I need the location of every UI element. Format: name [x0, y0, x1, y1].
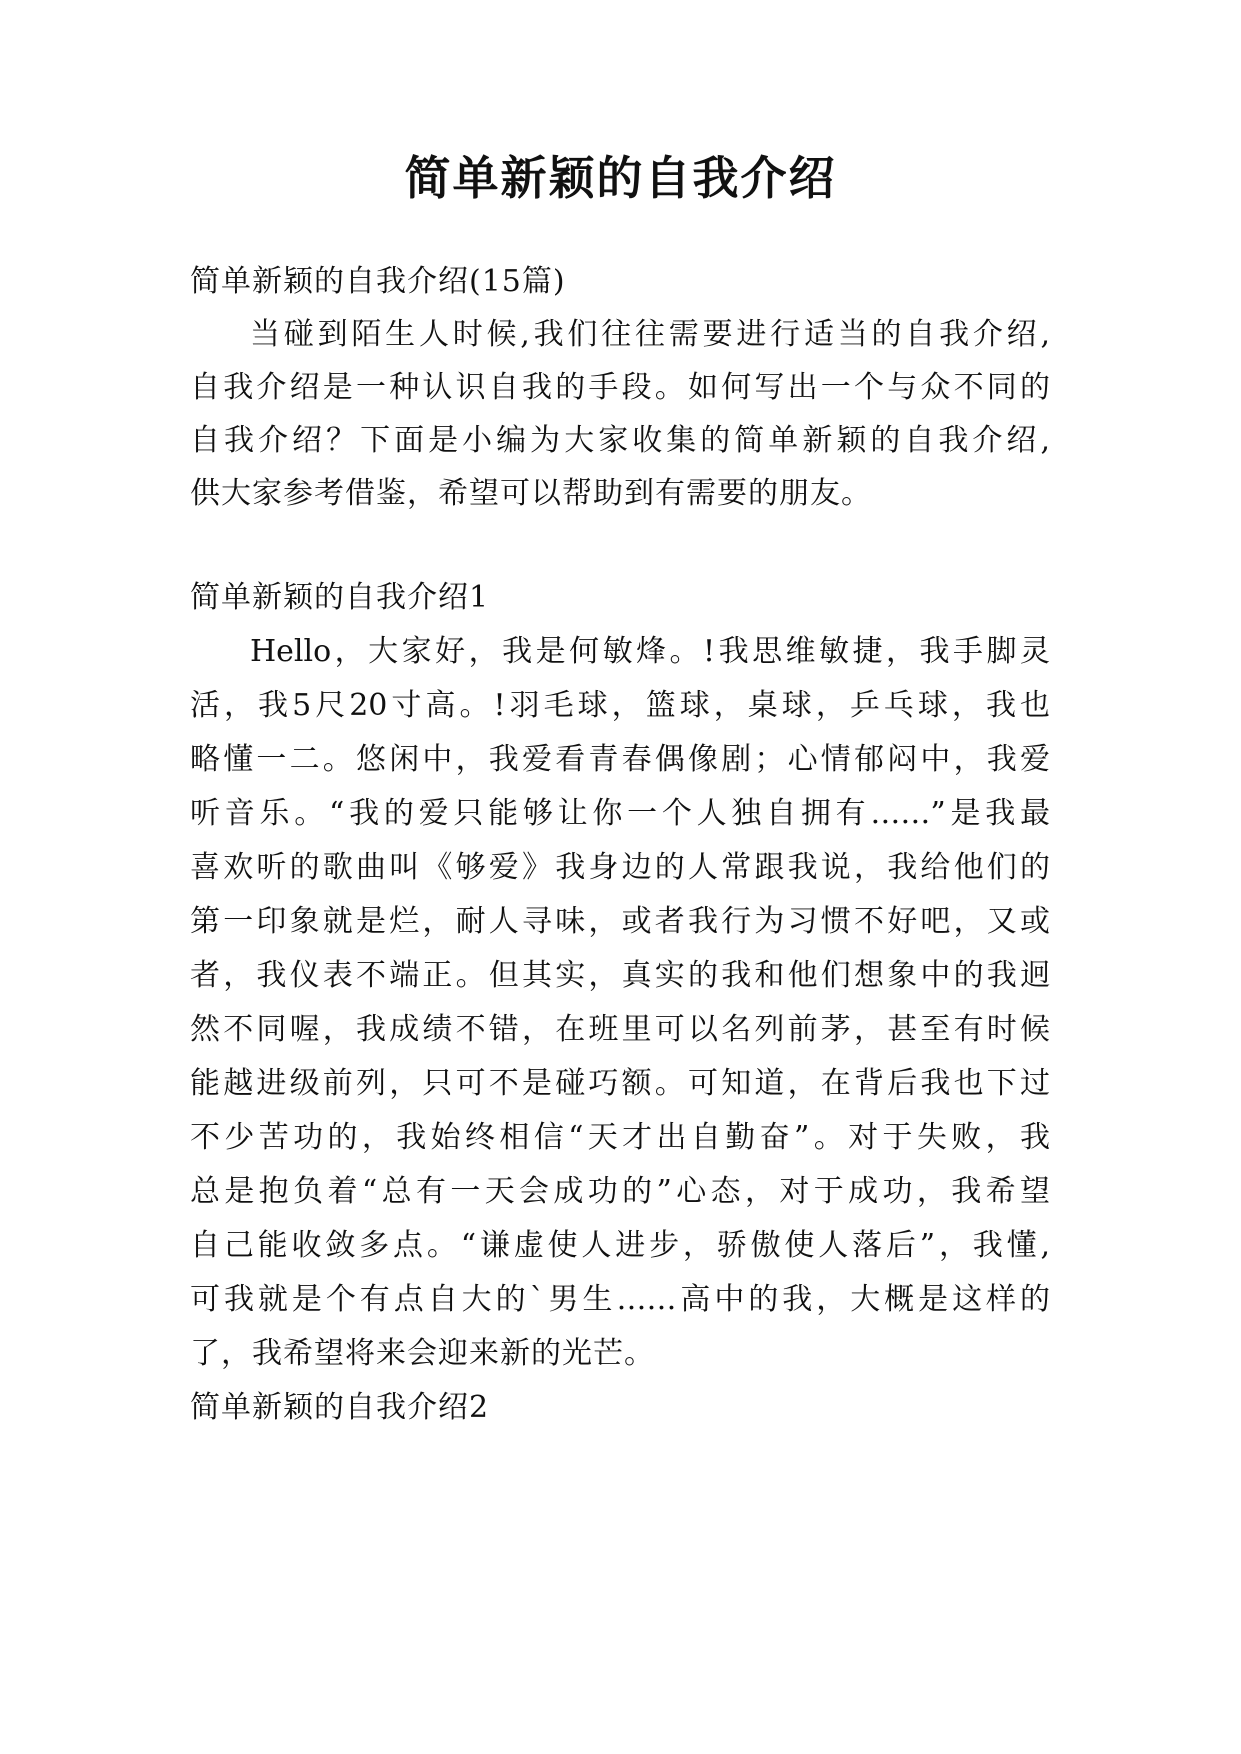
- section-1-line-8: 然不同喔，我成绩不错，在班里可以名列前茅，甚至有时候: [190, 1012, 1050, 1047]
- section-1-line-11: 总是抱负着“总有一天会成功的”心态，对于成功，我希望: [190, 1174, 1050, 1209]
- section-1-line-9: 能越进级前列，只可不是碰巧额。可知道，在背后我也下过: [190, 1066, 1050, 1101]
- intro-line-1: 当碰到陌生人时候,我们往往需要进行适当的自我介绍,: [250, 317, 1050, 352]
- intro-line-2: 自我介绍是一种认识自我的手段。如何写出一个与众不同的: [190, 370, 1050, 405]
- section-2-heading: 简单新颖的自我介绍2: [190, 1390, 490, 1425]
- section-1-line-13: 可我就是个有点自大的`男生……高中的我，大概是这样的: [190, 1282, 1050, 1317]
- section-1-line-14: 了，我希望将来会迎来新的光芒。: [190, 1336, 655, 1371]
- intro-line-4: 供大家参考借鉴，希望可以帮助到有需要的朋友。: [190, 476, 872, 511]
- section-1-line-10: 不少苦功的，我始终相信“天才出自勤奋”。对于失败，我: [190, 1120, 1050, 1155]
- section-1-line-7: 者，我仪表不端正。但其实，真实的我和他们想象中的我迥: [190, 958, 1050, 993]
- section-1-line-3: 略懂一二。悠闲中，我爱看青春偶像剧；心情郁闷中，我爱: [190, 742, 1050, 777]
- section-1-line-12: 自己能收敛多点。“谦虚使人进步，骄傲使人落后”，我懂,: [190, 1228, 1050, 1263]
- document-title: 简单新颖的自我介绍: [404, 151, 837, 205]
- section-1-heading: 简单新颖的自我介绍1: [190, 580, 490, 615]
- section-1-line-4: 听音乐。“我的爱只能够让你一个人独自拥有……”是我最: [190, 796, 1050, 831]
- subtitle: 简单新颖的自我介绍(15篇): [190, 264, 566, 299]
- intro-line-3: 自我介绍？下面是小编为大家收集的简单新颖的自我介绍,: [190, 423, 1050, 458]
- section-1-line-6: 第一印象就是烂，耐人寻味，或者我行为习惯不好吧，又或: [190, 904, 1050, 939]
- section-1-line-5: 喜欢听的歌曲叫《够爱》我身边的人常跟我说，我给他们的: [190, 850, 1050, 885]
- section-1-line-1: Hello，大家好，我是何敏烽。!我思维敏捷，我手脚灵: [250, 634, 1050, 669]
- section-1-line-2: 活，我5尺20寸高。!羽毛球，篮球，桌球，乒乓球，我也: [190, 688, 1050, 723]
